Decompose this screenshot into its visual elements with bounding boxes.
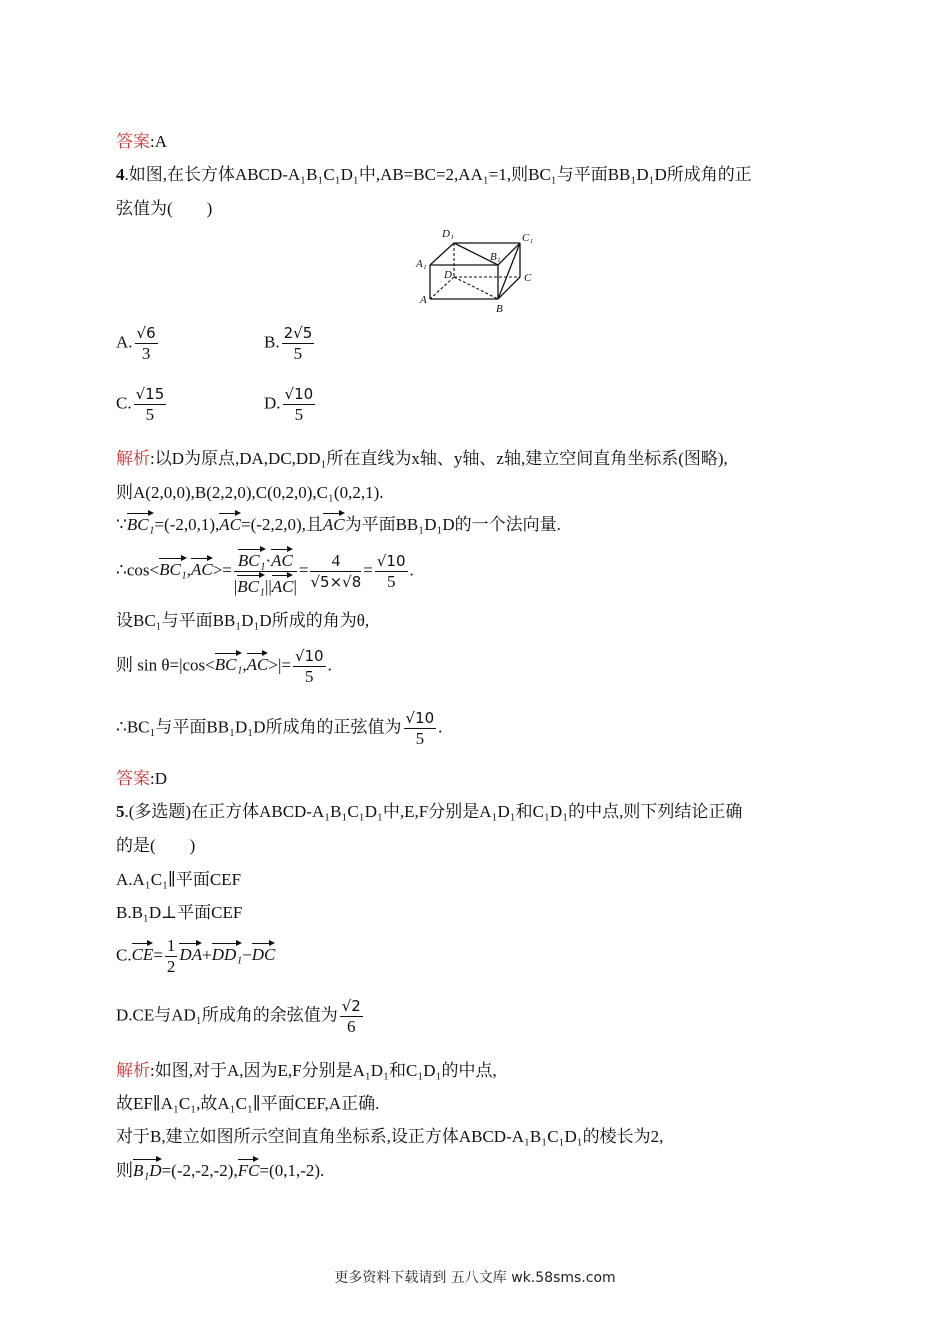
label-A: A (420, 294, 427, 306)
label-B1: B₁ (490, 251, 501, 263)
diag-C1B (498, 243, 520, 299)
option-c: C. $\frac{√15}{5}$ (116, 385, 165, 424)
vector-ac: AC (323, 510, 345, 534)
option-b: B. $\frac{2√5}{5}$ (264, 324, 313, 363)
answer-4 (116, 768, 167, 790)
solution-label: 解析 (116, 1061, 150, 1080)
solution-4-line-5: 设BC₁与平面BB₁D₁D所成的角为θ, (116, 611, 370, 630)
option-d: D.CE与AD₁所成角的余弦值为 $\frac{√2}{6}$ (116, 997, 361, 1036)
label-D: D (444, 269, 452, 281)
label-C: C (524, 272, 532, 284)
solution-4-line-1: 解析:以D为原点,DA,DC,DD₁所在直线为x轴、y轴、z轴,建立空间直角坐标系(图略), (116, 449, 728, 468)
option-c: C.CE= $\frac{1}{2}$ DA+DD₁−DC (116, 936, 276, 976)
cuboid-diagram (414, 223, 544, 315)
footer-source: 更多资料下载请到 五八文库 wk.58sms.com (334, 1270, 616, 1286)
label-B: B (496, 303, 503, 315)
option-a: A.A₁C₁∥平面CEF (116, 870, 242, 889)
option-d: D. $\frac{√10}{5}$ (264, 385, 314, 424)
option-b: B.B₁D⊥平面CEF (116, 903, 243, 922)
question-number: 4 (116, 165, 125, 184)
vector-ac: AC (219, 510, 241, 534)
option-a: A. $\frac{√6}{3}$ (116, 324, 156, 363)
solution-5-line-1: 解析:如图,对于A,因为E,F分别是A₁D₁和C₁D₁的中点, (116, 1061, 497, 1080)
solution-5-line-4: 则B₁D=(-2,-2,-2),FC=(0,1,-2). (116, 1156, 324, 1182)
answer-label: 答案 (116, 132, 150, 151)
hidden-DB (454, 277, 498, 299)
question-number: 5 (116, 802, 125, 821)
question-4-line-1 (116, 164, 752, 186)
question-4-line-2: 弦值为( ) (116, 199, 213, 218)
vector-bc1: BC₁ (127, 510, 155, 534)
label-A1: A₁ (416, 258, 427, 270)
question-5-line-2: 的是( ) (116, 836, 196, 855)
label-C1: C₁ (522, 232, 534, 244)
solution-5-line-3: 对于B,建立如图所示空间直角坐标系,设正方体ABCD-A₁B₁C₁D₁的棱长为2, (116, 1127, 664, 1146)
edge-A1D1 (430, 243, 454, 265)
edge-C1B1 (498, 243, 520, 265)
solution-4-line-6: 则 sin θ=|cos<BC₁,AC>|= $\frac{√10}{5}$ . (116, 647, 332, 686)
edge-CB (498, 277, 520, 299)
answer-value: :D (150, 769, 167, 788)
label-D1: D₁ (442, 228, 454, 240)
answer-value: :A (150, 132, 167, 151)
cuboid-figure (414, 223, 544, 320)
question-text: .如图,在长方体ABCD-A₁B₁C₁D₁中,AB=BC=2,AA₁=1,则BC₁与平面BB₁D₁D所成角的正 (124, 165, 752, 184)
solution-5-line-2: 故EF∥A₁C₁,故A₁C₁∥平面CEF,A正确. (116, 1094, 380, 1113)
solution-4-line-4: ∴cos<BC₁,AC>= $\frac{\text{BC₁·AC}}{\text{|BC₁||AC|}}$ = $\frac{4}{√5\times√8}$ = $\frac{√10}{5}$ . (116, 546, 414, 597)
question-text: .(多选题)在正方体ABCD-A₁B₁C₁D₁中,E,F分别是A₁D₁和C₁D₁的中点,则下列结论正确 (124, 802, 743, 821)
solution-label: 解析 (116, 449, 150, 468)
solution-4-line-3: ∵BC₁=(-2,0,1),AC=(-2,2,0),且AC为平面BB₁D₁D的一个法向量. (116, 510, 561, 536)
answer-label: 答案 (116, 769, 150, 788)
solution-4-line-2: 则A(2,0,0),B(2,2,0),C(0,2,0),C₁(0,2,1). (116, 483, 384, 502)
question-5-line-1 (116, 801, 742, 823)
solution-4-line-7: ∴BC₁与平面BB₁D₁D所成角的正弦值为 $\frac{√10}{5}$ . (116, 709, 443, 748)
answer-3 (116, 131, 167, 153)
